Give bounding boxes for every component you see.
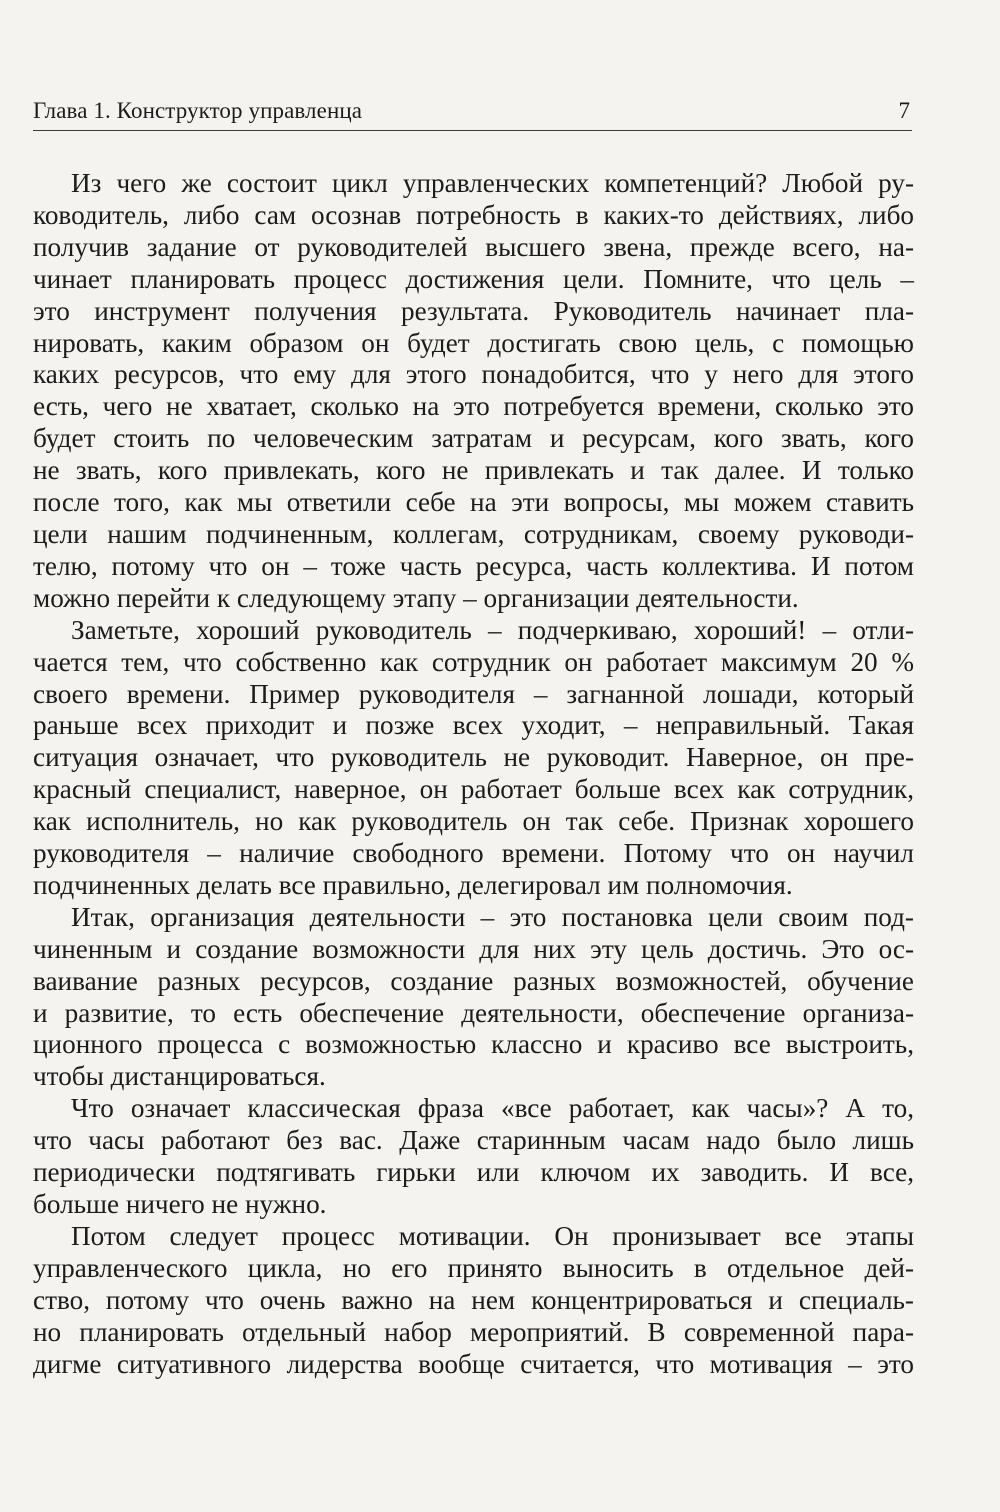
text-line: периодически подтягивать гирьки или ключом их заводить. И все, — [33, 1157, 914, 1188]
text-line: Итак, организация деятельности – это постановка цели своим под- — [71, 901, 914, 932]
text-line: чинает планировать процесс достижения цели. Помните, что цель – — [33, 263, 914, 294]
text-line: но планировать отдельный набор мероприятий. В современной пара- — [33, 1316, 914, 1347]
text-line: ство, потому что очень важно на нем концентрироваться и специаль- — [33, 1284, 914, 1315]
paragraph — [33, 1221, 914, 1381]
text-line: дигме ситуативного лидерства вообще считается, что мотивация – это — [33, 1348, 914, 1379]
page-number: 7 — [898, 98, 910, 123]
text-line: чается тем, что собственно как сотрудник он работает максимум 20 % — [33, 646, 914, 677]
text-line: можно перейти к следующему этапу – организации деятельности. — [33, 582, 799, 613]
text-line: ситуация означает, что руководитель не руководит. Наверное, он пре- — [33, 742, 914, 773]
text-line: руководителя – наличие свободного времени. Потому что он научил — [33, 838, 914, 869]
chapter-title: Глава 1. Конструктор управленца — [33, 98, 363, 123]
text-line: Что означает классическая фраза «все работает, как часы»? А то, — [71, 1093, 914, 1124]
text-line: чтобы дистанцироваться. — [33, 1061, 326, 1092]
paragraph — [33, 902, 914, 1093]
text-line: Из чего же состоит цикл управленческих компетенций? Любой ру- — [71, 168, 914, 198]
text-line: чиненным и создание возможности для них эту цель достичь. Это ос- — [33, 933, 914, 964]
text-line: будет стоить по человеческим затратам и ресурсам, кого звать, кого — [33, 423, 914, 454]
text-line: ваивание разных ресурсов, создание разных возможностей, обучение — [33, 965, 914, 996]
text-line: получив задание от руководителей высшего звена, прежде всего, на- — [33, 231, 914, 262]
text-line: подчиненных делать все правильно, делегировал им полномочия. — [33, 869, 793, 900]
text-line: что часы работают без вас. Даже старинным часам надо было лишь — [33, 1125, 914, 1156]
text-line: своего времени. Пример руководителя – загнанной лошади, который — [33, 678, 914, 709]
text-line: управленческого цикла, но его принято выносить в отдельное дей- — [33, 1252, 914, 1283]
paragraph — [33, 1093, 914, 1221]
text-line: ководитель, либо сам осознав потребность в каких-то действиях, либо — [33, 199, 914, 230]
paragraph — [33, 615, 914, 902]
text-line: есть, чего не хватает, сколько на это потребуется времени, сколько это — [33, 391, 914, 422]
text-line: нировать, каким образом он будет достигать свою цель, с помощью — [33, 327, 914, 358]
text-line: каких ресурсов, что ему для этого понадобится, что у него для этого — [33, 359, 914, 390]
text-line: ционного процесса с возможностью классно и красиво все выстроить, — [33, 1029, 914, 1060]
text-line: как исполнитель, но как руководитель он так себе. Признак хорошего — [33, 806, 914, 837]
text-line: красный специалист, наверное, он работает больше всех как сотрудник, — [33, 774, 914, 805]
text-line: Заметьте, хороший руководитель – подчеркиваю, хороший! – отли- — [71, 614, 914, 645]
text-line: после того, как мы ответили себе на эти вопросы, мы можем ставить — [33, 487, 914, 518]
text-line: больше ничего не нужно. — [33, 1189, 327, 1219]
text-line: не звать, кого привлекать, кого не привлекать и так далее. И только — [33, 455, 914, 486]
body-text — [33, 168, 914, 1380]
text-line: цели нашим подчиненным, коллегам, сотрудникам, своему руководи- — [33, 518, 914, 549]
text-line: телю, потому что он – тоже часть ресурса, часть коллектива. И потом — [33, 550, 914, 581]
text-line: Потом следует процесс мотивации. Он пронизывает все этапы — [71, 1220, 914, 1251]
running-header — [33, 96, 912, 131]
text-line: и развитие, то есть обеспечение деятельности, обеспечение организа- — [33, 997, 914, 1028]
text-line: это инструмент получения результата. Руководитель начинает пла- — [33, 295, 914, 326]
paragraph — [33, 168, 914, 615]
text-line: раньше всех приходит и позже всех уходит, – неправильный. Такая — [33, 710, 914, 741]
